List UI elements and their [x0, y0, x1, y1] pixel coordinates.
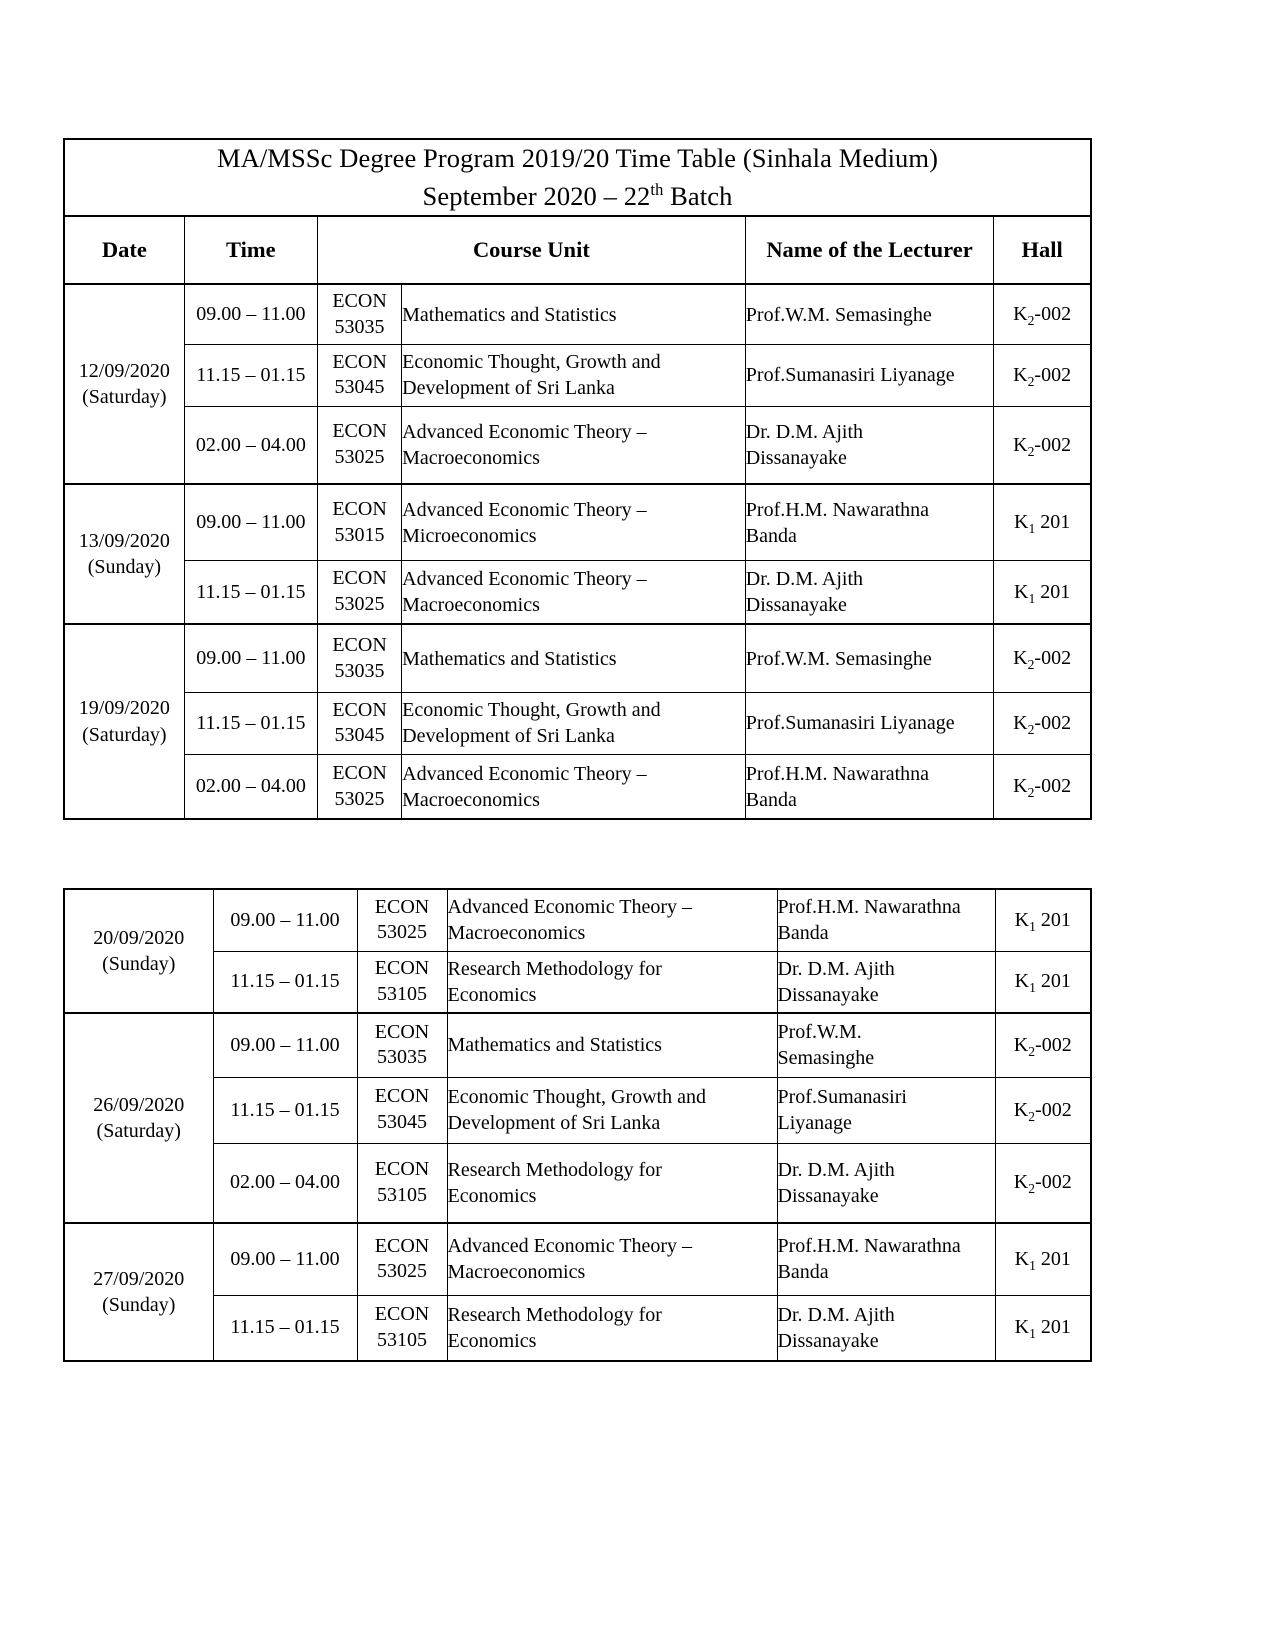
- lecturer-line-2: Dissanayake: [777, 983, 879, 1006]
- column-header-lecturer: Name of the Lecturer: [745, 216, 993, 284]
- hall-prefix: K: [1013, 1033, 1029, 1056]
- cell-lecturer: [745, 624, 993, 692]
- table-row: [64, 1143, 1091, 1223]
- table-row: [64, 889, 1091, 951]
- course-code-prefix: ECON: [374, 1158, 430, 1181]
- lecturer-line-1: Prof.Sumanasiri: [777, 1086, 907, 1108]
- course-code-prefix: ECON: [332, 289, 387, 312]
- cell-lecturer: [745, 344, 993, 406]
- lecturer-line-1: Prof.Sumanasiri Liyanage: [745, 712, 955, 735]
- cell-course-code: [317, 754, 401, 819]
- title-ordinal-suffix: th: [650, 179, 664, 199]
- date-line-1: 20/09/2020: [93, 926, 185, 949]
- course-code-number: 53045: [377, 1111, 427, 1133]
- hall-suffix: -002: [1035, 1171, 1072, 1194]
- hall-subscript: 1: [1028, 521, 1036, 536]
- cell-date: [64, 484, 184, 624]
- hall-prefix: K: [1014, 511, 1029, 533]
- hall-subscript: 2: [1028, 1181, 1036, 1197]
- cell-course-code: [317, 344, 401, 406]
- table-row: [64, 692, 1091, 754]
- table-row: [64, 560, 1091, 624]
- course-code-number: 53045: [334, 376, 385, 399]
- course-code-number: 53025: [334, 446, 385, 468]
- course-line-1: Mathematics and Statistics: [402, 303, 617, 326]
- date-line-2: (Saturday): [96, 1120, 181, 1142]
- table-row: [64, 344, 1091, 406]
- cell-course-code: [317, 484, 401, 560]
- cell-lecturer: [745, 406, 993, 484]
- cell-time: 11.15 – 01.15: [213, 1295, 357, 1361]
- hall-subscript: 2: [1027, 785, 1035, 800]
- cell-lecturer: [777, 951, 995, 1013]
- hall-prefix: K: [1013, 1171, 1029, 1194]
- course-code-number: 53035: [377, 1046, 427, 1069]
- hall-subscript: 1: [1029, 1257, 1036, 1273]
- cell-time: 09.00 – 11.00: [213, 1223, 357, 1295]
- lecturer-line-2: Banda: [777, 922, 829, 945]
- cell-date: [64, 624, 184, 819]
- course-code-number: 53105: [377, 1328, 427, 1351]
- course-code-number: 53035: [334, 315, 385, 338]
- cell-course-code: [357, 889, 447, 951]
- hall-prefix: K: [1014, 580, 1029, 603]
- hall-suffix: 201: [1035, 580, 1071, 603]
- table-row: [64, 1295, 1091, 1361]
- cell-course-unit: [447, 1143, 777, 1223]
- hall-subscript: 2: [1028, 1043, 1036, 1059]
- hall-prefix: K: [1014, 1316, 1030, 1339]
- course-code-prefix: ECON: [374, 1303, 430, 1326]
- date-line-2: (Sunday): [87, 556, 162, 579]
- course-code-prefix: ECON: [374, 1085, 430, 1108]
- cell-hall: [995, 1143, 1091, 1223]
- course-line-1: Advanced Economic Theory –: [402, 762, 647, 785]
- course-code-prefix: ECON: [332, 497, 387, 520]
- table-row: [64, 1223, 1091, 1295]
- lecturer-line-1: Dr. D.M. Ajith: [777, 1158, 895, 1181]
- course-line-2: Development of Sri Lanka: [402, 725, 615, 748]
- lecturer-line-2: Banda: [745, 524, 797, 547]
- cell-hall: [995, 889, 1091, 951]
- date-line-1: 26/09/2020: [93, 1093, 185, 1116]
- course-line-2: Development of Sri Lanka: [447, 1112, 661, 1134]
- course-code-prefix: ECON: [332, 350, 387, 373]
- course-line-1: Research Methodology for: [447, 1303, 662, 1326]
- lecturer-line-1: Dr. D.M. Ajith: [777, 957, 895, 980]
- cell-course-unit: [402, 284, 746, 344]
- course-line-2: Development of Sri Lanka: [402, 377, 615, 400]
- hall-prefix: K: [1013, 647, 1028, 669]
- course-line-2: Macroeconomics: [402, 788, 540, 811]
- course-code-number: 53105: [377, 1183, 427, 1206]
- hall-suffix: 201: [1035, 1316, 1071, 1339]
- course-line-2: Microeconomics: [402, 524, 537, 547]
- lecturer-line-1: Dr. D.M. Ajith: [745, 568, 864, 590]
- column-header-date: Date: [64, 216, 184, 284]
- course-line-2: Macroeconomics: [402, 594, 540, 616]
- cell-course-unit: [402, 484, 746, 560]
- lecturer-line-2: Dissanayake: [777, 1329, 879, 1352]
- cell-time: 11.15 – 01.15: [184, 692, 317, 754]
- cell-date: [64, 1223, 213, 1361]
- cell-course-code: [317, 624, 401, 692]
- cell-course-code: [317, 560, 401, 624]
- table-row: [64, 624, 1091, 692]
- course-line-1: Advanced Economic Theory –: [402, 568, 647, 590]
- hall-prefix: K: [1013, 1098, 1029, 1121]
- cell-date: [64, 889, 213, 1013]
- lecturer-line-2: Dissanayake: [745, 594, 847, 616]
- document-title: [64, 139, 1091, 216]
- table-row: [64, 754, 1091, 819]
- table-row: [64, 406, 1091, 484]
- cell-time: 02.00 – 04.00: [184, 754, 317, 819]
- lecturer-line-1: Prof.W.M. Semasinghe: [745, 303, 932, 326]
- course-code-number: 53025: [377, 921, 427, 944]
- course-line-2: Macroeconomics: [402, 447, 540, 469]
- cell-lecturer: [777, 889, 995, 951]
- cell-course-code: [357, 1143, 447, 1223]
- date-line-2: (Sunday): [102, 1294, 176, 1316]
- date-line-2: (Saturday): [82, 386, 167, 409]
- hall-suffix: 201: [1035, 511, 1071, 533]
- hall-suffix: -002: [1034, 711, 1072, 734]
- cell-time: 02.00 – 04.00: [213, 1143, 357, 1223]
- lecturer-line-1: Prof.H.M. Nawarathna: [745, 762, 930, 785]
- column-header-hall: Hall: [994, 216, 1091, 284]
- lecturer-line-2: Dissanayake: [745, 447, 847, 469]
- hall-prefix: K: [1014, 1247, 1030, 1270]
- course-line-2: Economics: [447, 1329, 537, 1352]
- lecturer-line-1: Prof.Sumanasiri Liyanage: [745, 364, 955, 387]
- cell-course-code: [357, 1223, 447, 1295]
- cell-lecturer: [777, 1077, 995, 1143]
- cell-course-unit: [402, 344, 746, 406]
- timetable-table-september-second-half: [63, 888, 1092, 1362]
- cell-hall: [995, 1013, 1091, 1077]
- hall-suffix: -002: [1034, 303, 1072, 325]
- course-code-prefix: ECON: [374, 1234, 430, 1257]
- hall-prefix: K: [1014, 970, 1030, 993]
- hall-prefix: K: [1014, 908, 1030, 931]
- title-line-2: [65, 178, 1090, 216]
- course-line-1: Advanced Economic Theory –: [402, 498, 647, 521]
- hall-subscript: 1: [1029, 918, 1036, 934]
- cell-lecturer: [745, 560, 993, 624]
- table-row: [64, 951, 1091, 1013]
- cell-course-unit: [402, 560, 746, 624]
- hall-suffix: -002: [1034, 433, 1072, 456]
- course-code-prefix: ECON: [332, 761, 387, 784]
- hall-subscript: 1: [1028, 590, 1036, 606]
- cell-course-unit: [447, 1013, 777, 1077]
- hall-subscript: 1: [1029, 1326, 1036, 1342]
- hall-subscript: 2: [1028, 1108, 1036, 1124]
- hall-suffix: -002: [1035, 1098, 1072, 1121]
- cell-time: 09.00 – 11.00: [184, 484, 317, 560]
- table-row: [64, 1013, 1091, 1077]
- course-line-1: Economic Thought, Growth and: [402, 699, 661, 722]
- date-line-2: (Saturday): [82, 723, 167, 746]
- cell-course-unit: [402, 406, 746, 484]
- cell-course-unit: [447, 951, 777, 1013]
- cell-lecturer: [777, 1013, 995, 1077]
- hall-prefix: K: [1013, 363, 1028, 386]
- course-line-2: Macroeconomics: [447, 922, 586, 945]
- hall-subscript: 1: [1029, 980, 1036, 996]
- course-code-prefix: ECON: [374, 1020, 430, 1043]
- hall-subscript: 2: [1027, 313, 1035, 328]
- cell-hall: [994, 406, 1091, 484]
- course-code-number: 53025: [334, 593, 385, 615]
- cell-course-code: [317, 692, 401, 754]
- column-header-time: Time: [184, 216, 317, 284]
- course-line-1: Research Methodology for: [447, 957, 662, 980]
- cell-hall: [995, 1295, 1091, 1361]
- date-line-1: 27/09/2020: [93, 1267, 185, 1290]
- cell-time: 09.00 – 11.00: [213, 889, 357, 951]
- hall-prefix: K: [1013, 711, 1028, 734]
- lecturer-line-1: Prof.W.M.: [777, 1021, 862, 1044]
- hall-subscript: 2: [1027, 443, 1035, 459]
- cell-course-code: [317, 406, 401, 484]
- title-line-1: MA/MSSc Degree Program 2019/20 Time Table (Sinhala Medium): [216, 143, 939, 173]
- table-header-row: [64, 216, 1091, 284]
- cell-time: 11.15 – 01.15: [184, 560, 317, 624]
- course-code-number: 53015: [334, 523, 385, 546]
- title-row: [64, 139, 1091, 216]
- lecturer-line-1: Prof.H.M. Nawarathna: [777, 896, 961, 919]
- cell-course-unit: [402, 624, 746, 692]
- lecturer-line-1: Dr. D.M. Ajith: [777, 1303, 895, 1326]
- course-line-1: Research Methodology for: [447, 1158, 662, 1181]
- cell-hall: [995, 951, 1091, 1013]
- hall-suffix: -002: [1035, 1033, 1072, 1056]
- cell-lecturer: [745, 692, 993, 754]
- course-code-prefix: ECON: [332, 698, 387, 721]
- lecturer-line-2: Banda: [777, 1261, 829, 1284]
- hall-prefix: K: [1013, 775, 1028, 797]
- table-row: [64, 1077, 1091, 1143]
- course-line-2: Economics: [447, 983, 537, 1006]
- course-code-number: 53105: [377, 982, 427, 1005]
- cell-course-code: [317, 284, 401, 344]
- course-code-number: 53025: [334, 787, 385, 810]
- hall-suffix: -002: [1034, 363, 1072, 386]
- table-row: [64, 484, 1091, 560]
- hall-prefix: K: [1013, 433, 1028, 456]
- course-line-1: Advanced Economic Theory –: [447, 896, 693, 919]
- cell-course-unit: [447, 1077, 777, 1143]
- course-line-1: Mathematics and Statistics: [402, 647, 617, 670]
- course-code-prefix: ECON: [332, 567, 387, 590]
- cell-course-unit: [447, 1223, 777, 1295]
- lecturer-line-1: Prof.H.M. Nawarathna: [777, 1235, 961, 1258]
- hall-suffix: 201: [1035, 908, 1071, 931]
- course-line-1: Economic Thought, Growth and: [402, 351, 661, 374]
- hall-suffix: 201: [1035, 1247, 1071, 1270]
- cell-hall: [994, 344, 1091, 406]
- title-line-2-post: Batch: [663, 180, 733, 211]
- cell-time: 11.15 – 01.15: [213, 951, 357, 1013]
- cell-time: 02.00 – 04.00: [184, 406, 317, 484]
- date-line-1: 13/09/2020: [78, 529, 170, 552]
- cell-hall: [994, 624, 1091, 692]
- column-header-course-unit: Course Unit: [317, 216, 745, 284]
- cell-course-code: [357, 1013, 447, 1077]
- lecturer-line-2: Dissanayake: [777, 1184, 879, 1207]
- course-line-2: Economics: [447, 1184, 537, 1207]
- cell-time: 09.00 – 11.00: [213, 1013, 357, 1077]
- course-line-1: Economic Thought, Growth and: [447, 1086, 706, 1108]
- cell-date: [64, 1013, 213, 1223]
- lecturer-line-1: Prof.W.M. Semasinghe: [745, 647, 932, 670]
- cell-lecturer: [777, 1223, 995, 1295]
- lecturer-line-1: Prof.H.M. Nawarathna: [745, 498, 930, 521]
- lecturer-line-2: Banda: [745, 788, 797, 811]
- course-line-2: Macroeconomics: [447, 1261, 586, 1284]
- hall-prefix: K: [1013, 303, 1028, 325]
- course-code-number: 53025: [377, 1260, 427, 1283]
- cell-hall: [995, 1077, 1091, 1143]
- cell-lecturer: [777, 1295, 995, 1361]
- title-line-2-pre: September 2020 – 22: [422, 180, 651, 211]
- date-line-2: (Sunday): [102, 953, 176, 975]
- hall-subscript: 2: [1027, 721, 1035, 737]
- cell-hall: [994, 484, 1091, 560]
- cell-hall: [994, 692, 1091, 754]
- timetable-table-september-first-half: [63, 138, 1092, 820]
- cell-time: 09.00 – 11.00: [184, 284, 317, 344]
- hall-subscript: 2: [1027, 373, 1035, 389]
- lecturer-line-2: Semasinghe: [777, 1047, 875, 1070]
- cell-lecturer: [777, 1143, 995, 1223]
- cell-hall: [995, 1223, 1091, 1295]
- course-line-1: Advanced Economic Theory –: [402, 421, 647, 443]
- cell-time: 09.00 – 11.00: [184, 624, 317, 692]
- course-line-1: Mathematics and Statistics: [447, 1034, 662, 1057]
- cell-course-unit: [402, 754, 746, 819]
- course-code-prefix: ECON: [374, 895, 430, 918]
- cell-lecturer: [745, 484, 993, 560]
- cell-course-code: [357, 1077, 447, 1143]
- cell-course-code: [357, 1295, 447, 1361]
- cell-course-code: [357, 951, 447, 1013]
- cell-course-unit: [402, 692, 746, 754]
- course-code-prefix: ECON: [374, 957, 430, 980]
- cell-course-unit: [447, 889, 777, 951]
- hall-suffix: 201: [1035, 970, 1071, 993]
- cell-hall: [994, 560, 1091, 624]
- course-code-number: 53045: [334, 724, 385, 747]
- lecturer-line-2: Liyanage: [777, 1112, 852, 1134]
- date-line-1: 12/09/2020: [78, 359, 170, 382]
- cell-lecturer: [745, 754, 993, 819]
- hall-suffix: -002: [1034, 775, 1072, 797]
- table-row: [64, 284, 1091, 344]
- course-code-number: 53035: [334, 659, 385, 682]
- course-code-prefix: ECON: [332, 420, 387, 443]
- cell-hall: [994, 754, 1091, 819]
- lecturer-line-1: Dr. D.M. Ajith: [745, 421, 864, 443]
- cell-course-unit: [447, 1295, 777, 1361]
- date-line-1: 19/09/2020: [78, 697, 170, 720]
- cell-time: 11.15 – 01.15: [184, 344, 317, 406]
- cell-hall: [994, 284, 1091, 344]
- cell-date: [64, 284, 184, 484]
- course-line-1: Advanced Economic Theory –: [447, 1235, 693, 1258]
- course-code-prefix: ECON: [332, 633, 387, 656]
- cell-time: 11.15 – 01.15: [213, 1077, 357, 1143]
- hall-suffix: -002: [1034, 647, 1072, 669]
- cell-lecturer: [745, 284, 993, 344]
- hall-subscript: 2: [1027, 657, 1035, 672]
